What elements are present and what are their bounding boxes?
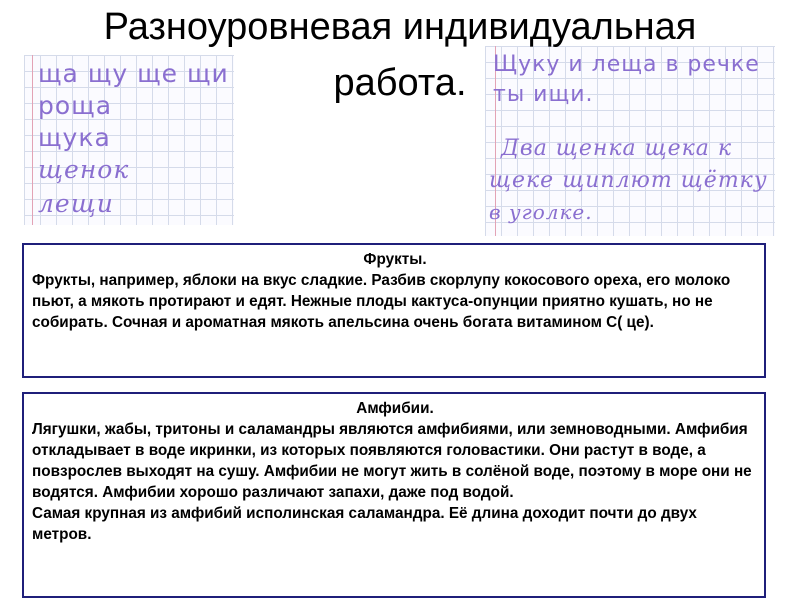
handwriting-line: в уголке. — [489, 200, 593, 224]
handwriting-line: лещи — [38, 189, 114, 218]
slide-title — [0, 0, 800, 110]
handwriting-line: ща щу ще щи — [38, 59, 229, 88]
box-paragraph: Фрукты, например, яблоки на вкус сладкие. Разбив скорлупу кокосового ореха, его молоко пьют, а мякоть протирают и едят. Нежные плоды кактуса-опунции приятно кушать, но не собирать. Сочная и ароматная мякоть апельсина очень богата витамином С( це). — [32, 272, 731, 331]
text-box-fruits — [22, 243, 766, 378]
slide-title-line-1: Разноуровневая индивидуальная — [103, 6, 697, 48]
handwriting-line: ты ищи. — [493, 82, 594, 107]
handwriting-line: щука — [38, 123, 111, 152]
handwriting-line: Щуку и леща в речке — [493, 52, 760, 77]
slide-title-line-2: работа. — [333, 62, 467, 104]
box-title: Фрукты. — [363, 251, 427, 268]
handwriting-line: щенок — [38, 155, 130, 184]
handwriting-line: роща — [38, 91, 113, 120]
box-paragraph: Лягушки, жабы, тритоны и саламандры являются амфибиями, или земноводными. Амфибия откладывает в воде икринки, из которых появляются головастики. Они растут в воде, а повзрослев выходят на сушу. Амфибии не могут жить в солёной воде, поэтому в море они не водятся. Амфибии хорошо различают запахи, даже под водой. — [32, 421, 752, 501]
handwriting-line: щеке щиплют щётку — [489, 168, 768, 193]
handwriting-line: Два щенка щека к — [501, 136, 733, 161]
text-box-amphibians — [22, 392, 766, 598]
box-paragraph: Самая крупная из амфибий исполинская саламандра. Её длина доходит почти до двух метров. — [32, 505, 697, 543]
box-title: Амфибии. — [356, 400, 434, 417]
